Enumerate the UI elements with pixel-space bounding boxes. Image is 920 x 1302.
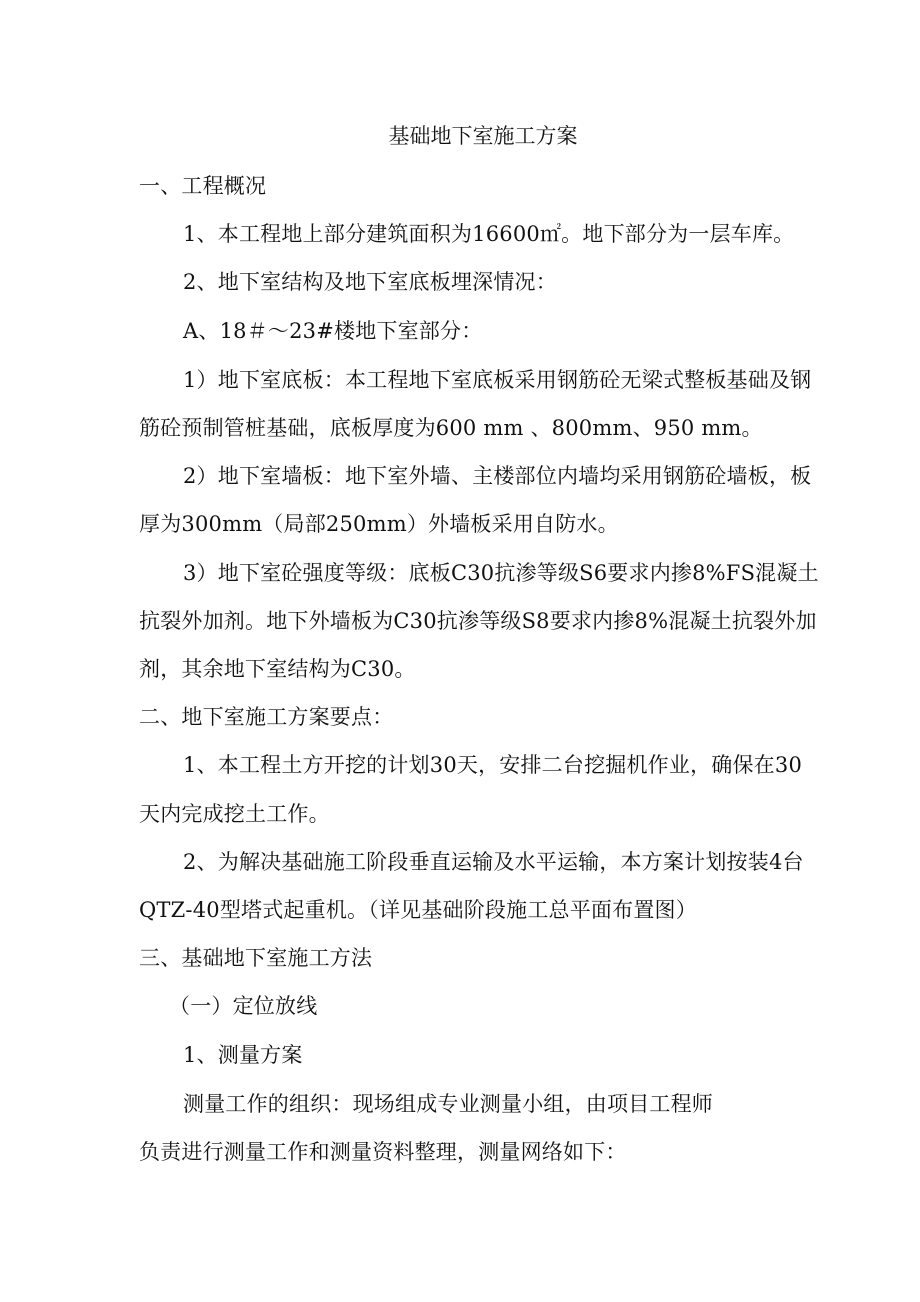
paragraph-line: 厚为300mm（局部250mm）外墙板采用自防水。 — [139, 512, 619, 536]
paragraph-line: 筋砼预制管桩基础，底板厚度为600 mm 、800mm、950 mm。 — [139, 416, 763, 440]
paragraph-line: 2、为解决基础施工阶段垂直运输及水平运输，本方案计划按装4台 — [183, 850, 804, 874]
paragraph-line: 1）地下室底板：本工程地下室底板采用钢筋砼无梁式整板基础及钢 — [183, 368, 812, 392]
paragraph-line: 天内完成挖土工作。 — [139, 802, 330, 826]
document-title: 基础地下室施工方案 — [388, 124, 578, 148]
paragraph-line: 2、地下室结构及地下室底板埋深情况： — [183, 270, 557, 294]
paragraph-line: 测量工作的组织：现场组成专业测量小组，由项目工程师 — [183, 1092, 713, 1116]
paragraph-line: 剂，其余地下室结构为C30。 — [139, 657, 416, 681]
subsection-heading: （一）定位放线 — [169, 994, 318, 1018]
paragraph-line: 负责进行测量工作和测量资料整理，测量网络如下： — [139, 1140, 627, 1164]
paragraph-line: A、18＃～23#楼地下室部分： — [183, 319, 483, 343]
paragraph-line: 抗裂外加剂。地下外墙板为C30抗渗等级S8要求内掺8%混凝土抗裂外加 — [139, 609, 817, 633]
paragraph-line: 3）地下室砼强度等级：底板C30抗渗等级S6要求内掺8%FS混凝土 — [183, 561, 819, 585]
paragraph-line: 1、测量方案 — [183, 1043, 303, 1067]
section-heading-methods: 三、基础地下室施工方法 — [139, 946, 373, 970]
section-heading-overview: 一、工程概况 — [139, 174, 267, 198]
paragraph-line: 2）地下室墙板：地下室外墙、主楼部位内墙均采用钢筋砼墙板，板 — [183, 464, 812, 488]
paragraph-line: QTZ-40型塔式起重机。（详见基础阶段施工总平面布置图） — [139, 898, 697, 922]
section-heading-key-points: 二、地下室施工方案要点： — [139, 705, 394, 729]
paragraph-line: 1、本工程地上部分建筑面积为16600㎡。地下部分为一层车库。 — [183, 222, 795, 246]
paragraph-line: 1、本工程土方开挖的计划30天，安排二台挖掘机作业，确保在30 — [183, 753, 803, 777]
